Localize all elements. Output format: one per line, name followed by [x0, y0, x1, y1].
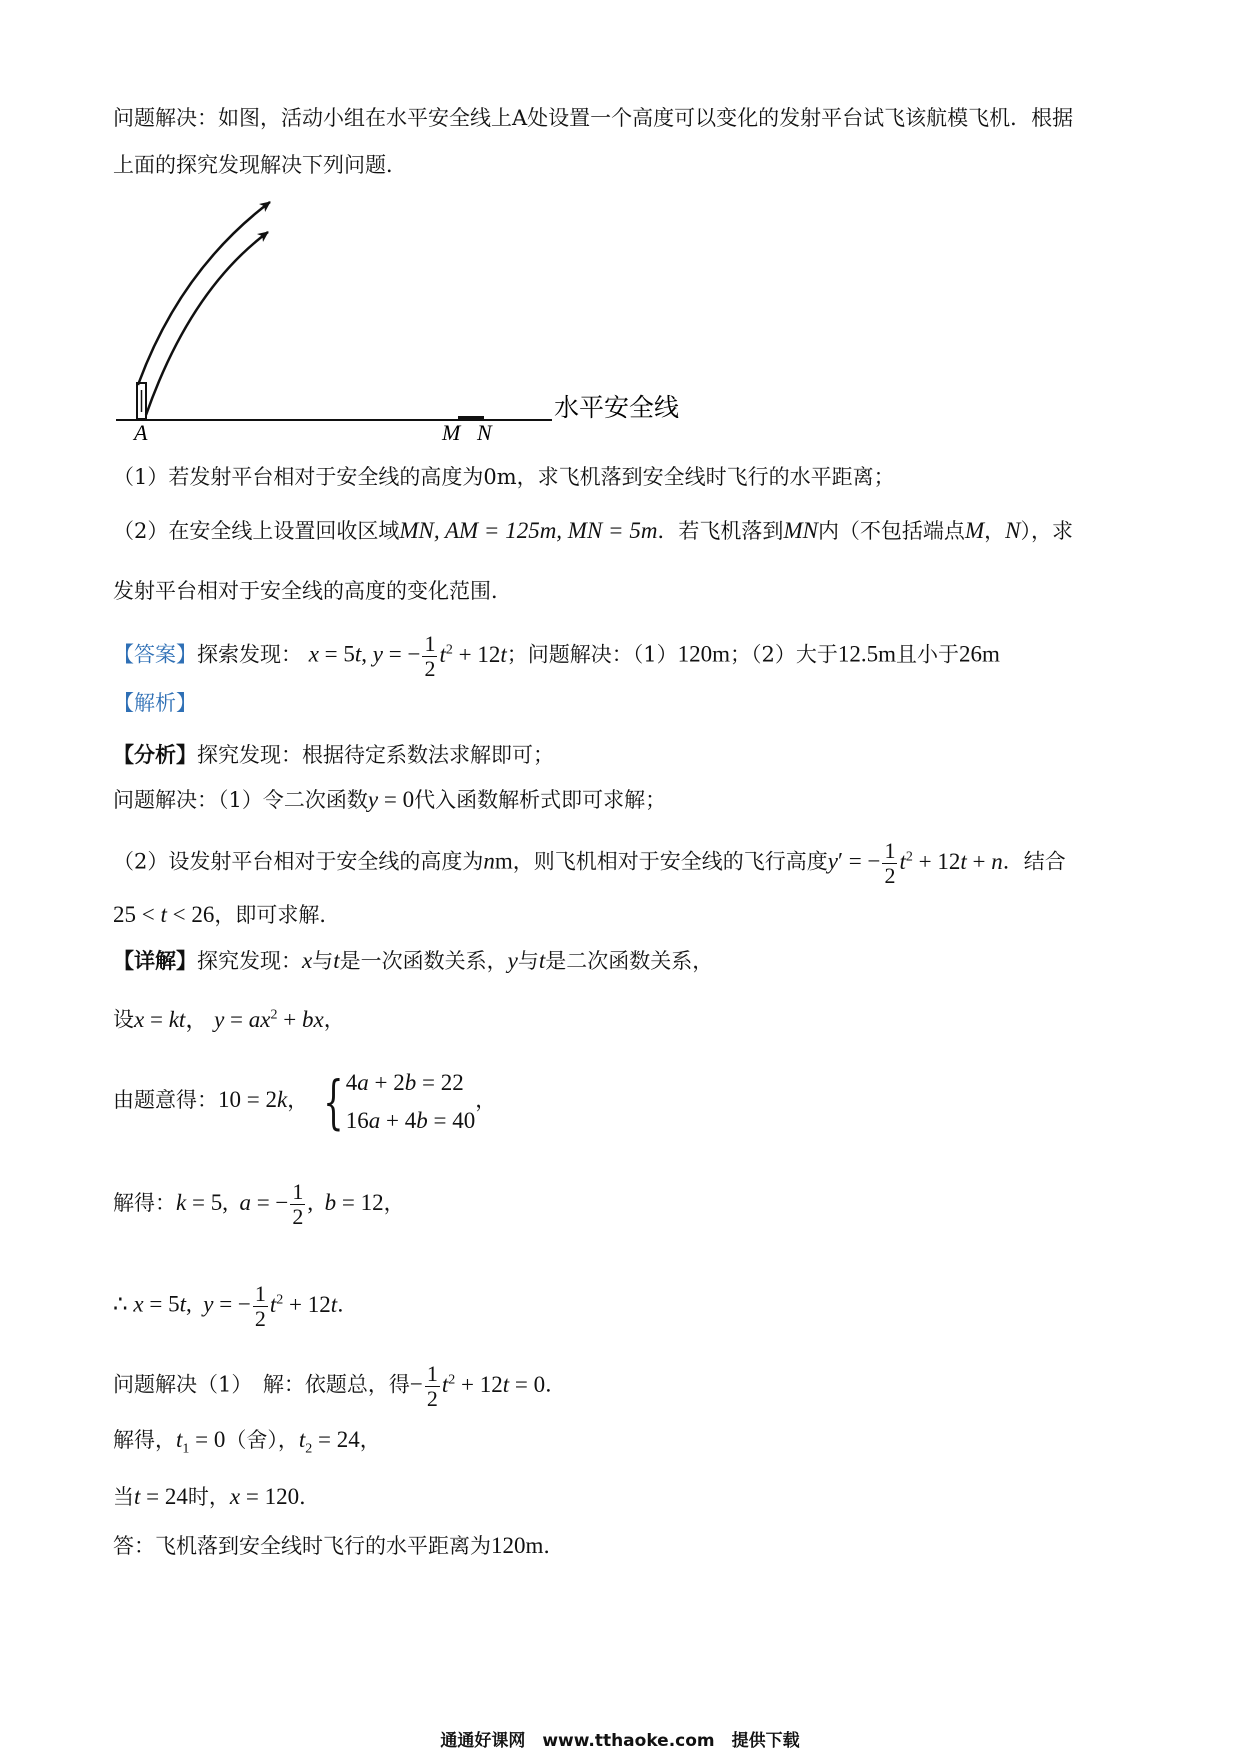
detail-answer-line: 答：飞机落到安全线时飞行的水平距离为120m． [113, 1533, 565, 1558]
trajectory-outer [138, 202, 270, 385]
q2-condition: MN, AM = 125m, MN = 5m [399, 518, 658, 543]
label-n: N [477, 420, 492, 445]
question-1: （1）若发射平台相对于安全线的高度为0m，求飞机落到安全线时飞行的水平距离； [113, 465, 895, 489]
label-a: A [134, 420, 148, 445]
intro-line-1: 问题解决：如图，活动小组在水平安全线上A处设置一个高度可以变化的发射平台试飞该航模飞机．根据 [113, 106, 1074, 130]
question-2-line-2: 发射平台相对于安全线的高度的变化范围． [113, 579, 512, 603]
analysis-line-1: 【分析】探究发现：根据待定系数法求解即可； [113, 742, 554, 767]
detail-roots-line: 解得，$t_1 = 0$（舍），$t_2 = 24$， [113, 1427, 381, 1457]
intro-line-2: 上面的探究发现解决下列问题． [113, 153, 407, 177]
detail-when-line: 当t = 24时，x = 120． [113, 1484, 321, 1509]
analysis-line-2: 问题解决：（1）令二次函数y = 0代入函数解析式即可求解； [113, 787, 667, 812]
safety-line-label: 水平安全线 [554, 393, 680, 422]
answer-line: 【答案】探索发现： x = 5t, y = − $\frac{1}{2}$ $t^2 + 12t$；问题解决：（1）120m；（2）大于12.5m且小于26m [113, 630, 1000, 681]
jiexi-tag: 【解析】 [113, 691, 197, 715]
label-m: M [442, 420, 461, 445]
question-2-line-1: （2）在安全线上设置回收区域MN, AM = 125m, MN = 5m．若飞机落到MN内（不包括端点M，N），求 [113, 518, 1073, 543]
analysis-line-4: 25 < t < 26，即可求解． [113, 902, 341, 927]
trajectory-figure [110, 190, 830, 450]
detail-solve-line: 解得：k = 5, a = − $\frac{1}{2}$ , b = 12， [113, 1179, 405, 1229]
answer-tag: 【答案】 [113, 642, 197, 667]
analysis-line-3: （2）设发射平台相对于安全线的高度为nm，则飞机相对于安全线的飞行高度y′ = − $\frac{1}{2}$ $t^2 + 12t + n$．结合 [113, 837, 1066, 888]
detail-q1-line: 问题解决（1） 解：依题总，得− $\frac{1}{2}$ $t^2 + 12t = 0$． [113, 1360, 567, 1411]
detail-therefore-line: ∴ x = 5t, y = − $\frac{1}{2}$ $t^2 + 12t$． [113, 1280, 359, 1331]
detail-system-line: 由题意得：10 = 2k， { 4a + 2b = 22 16a + 4b = 40 ， [113, 1067, 497, 1136]
detail-set-line: 设x = kt， $y = ax^2$ + bx， [113, 1006, 345, 1032]
footer-watermark: 通通好课网 www.tthaoke.com 提供下载 [440, 1731, 800, 1751]
detail-line-1: 【详解】探究发现：x与t是一次函数关系，y与t是二次函数关系， [113, 948, 714, 973]
